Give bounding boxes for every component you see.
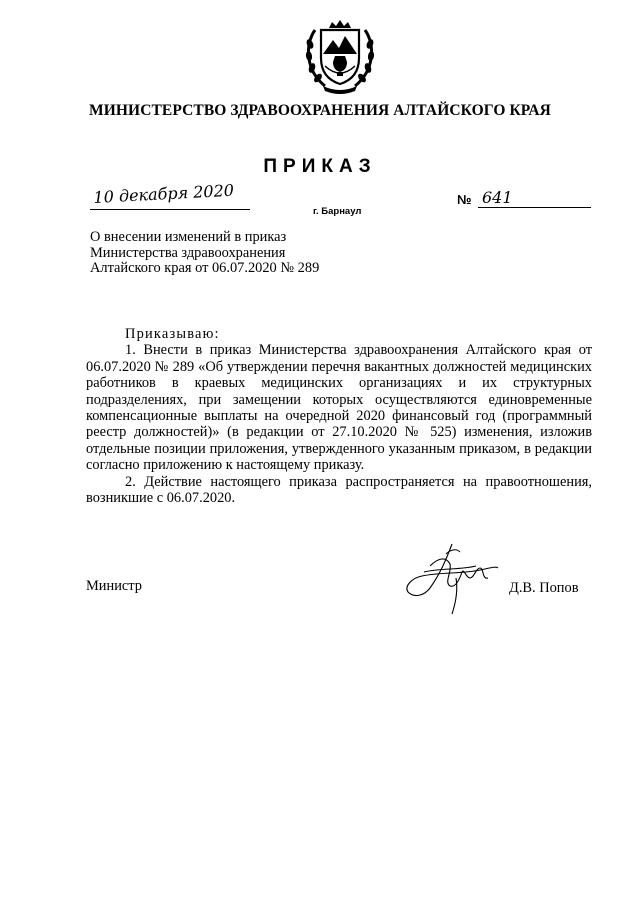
order-word: Приказываю:: [125, 326, 220, 342]
document-date: 10 декабря 2020: [93, 180, 235, 207]
coat-of-arms-icon: [301, 18, 379, 96]
document-city: г. Барнаул: [313, 206, 362, 217]
signer-name: Д.В. Попов: [509, 580, 579, 596]
handwritten-signature-icon: [400, 538, 505, 618]
subject-line: Министерства здравоохранения: [90, 244, 286, 261]
subject-line: Алтайского края от 06.07.2020 № 289: [90, 260, 320, 276]
subject-line: О внесении изменений в приказ: [90, 229, 287, 245]
document-title: ПРИКАЗ: [263, 156, 377, 177]
order-point-1: 1. Внести в приказ Министерства здравоохранения Алтайского края от 06.07.2020 № 289 «Об утверждении перечня вакантных должностей медицинских работников в краевых медицинских организациях и их структурных подразделениях, при замещении которых осуществляются единовременные компенсационные выплаты на очередной 2020 финансовый год (программный реестр должностей)» (в редакции от 27.10.2020 № 525) изменения, изложив отдельные позиции приложения, утвержденного указанным приказом, в редакции согласно приложению к настоящему приказу.: [86, 342, 592, 474]
document-subject: [90, 230, 343, 277]
date-underline: [90, 209, 250, 210]
number-label: №: [457, 192, 472, 207]
signer-position: Министр: [86, 578, 142, 594]
document-body: [86, 326, 592, 506]
document-number: 641: [482, 188, 513, 207]
order-point-2: 2. Действие настоящего приказа распространяется на правоотношения, возникшие с 06.07.2020.: [86, 473, 592, 507]
ministry-name: МИНИСТЕРСТВО ЗДРАВООХРАНЕНИЯ АЛТАЙСКОГО КРАЯ: [89, 102, 551, 119]
number-underline: [478, 207, 591, 208]
